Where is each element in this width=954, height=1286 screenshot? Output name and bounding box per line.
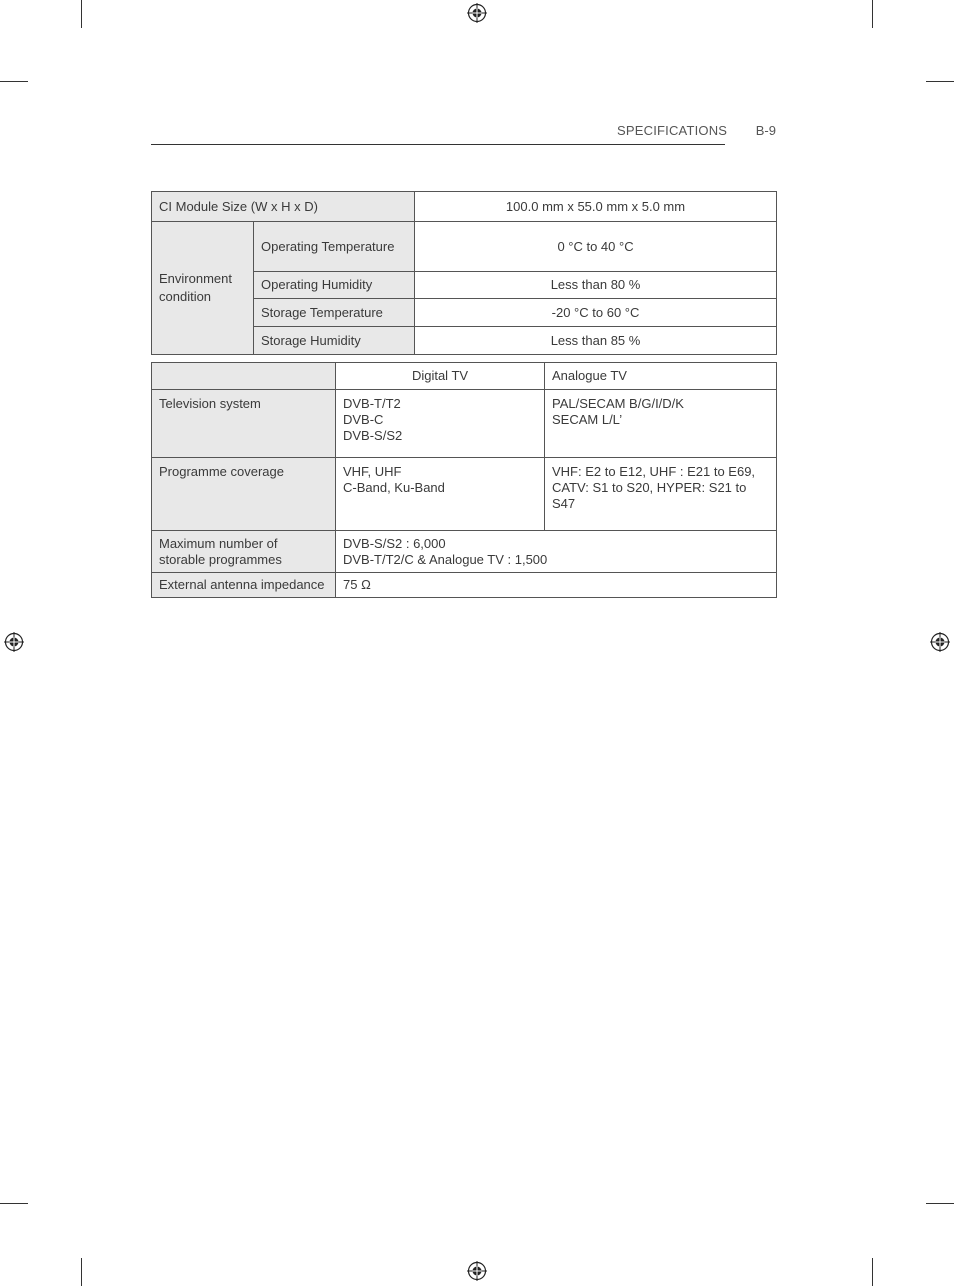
crop-mark: [81, 0, 82, 28]
environment-label: Environment condition: [152, 222, 254, 355]
coverage-analogue: VHF: E2 to E12, UHF : E21 to E69, CATV: S1 to S20, HYPER: S21 to S47: [545, 458, 777, 531]
ci-environment-table: [151, 191, 777, 355]
crop-mark: [926, 81, 954, 82]
table-row: [152, 363, 777, 390]
max-programmes-value: DVB-S/S2 : 6,000 DVB-T/T2/C & Analogue TV : 1,500: [336, 531, 777, 573]
storage-temperature-label: Storage Temperature: [254, 299, 415, 327]
table-row: [152, 390, 777, 458]
coverage-digital: VHF, UHF C-Band, Ku-Band: [336, 458, 545, 531]
registration-mark-icon: [467, 1261, 487, 1281]
tv-system-table: [151, 362, 777, 598]
storage-humidity-label: Storage Humidity: [254, 327, 415, 355]
table-row: [152, 531, 777, 573]
registration-mark-icon: [467, 3, 487, 23]
tv-system-label: Television system: [152, 390, 336, 458]
antenna-label: External antenna impedance: [152, 573, 336, 598]
antenna-value: 75 Ω: [336, 573, 777, 598]
storage-humidity-value: Less than 85 %: [415, 327, 777, 355]
ci-module-value: 100.0 mm x 55.0 mm x 5.0 mm: [415, 192, 777, 222]
operating-humidity-label: Operating Humidity: [254, 272, 415, 299]
crop-mark: [926, 1203, 954, 1204]
tv-system-digital: DVB-T/T2 DVB-C DVB-S/S2: [336, 390, 545, 458]
table-row: [152, 458, 777, 531]
operating-humidity-value: Less than 80 %: [415, 272, 777, 299]
header-rule: [151, 144, 725, 145]
operating-temperature-value: 0 °C to 40 °C: [415, 222, 777, 272]
table-row: [152, 222, 777, 272]
page-header: [151, 118, 776, 146]
ci-module-label: CI Module Size (W x H x D): [152, 192, 415, 222]
crop-mark: [872, 1258, 873, 1286]
header-digital-tv: Digital TV: [336, 363, 545, 390]
registration-mark-icon: [930, 632, 950, 652]
header-analogue-tv: Analogue TV: [545, 363, 777, 390]
registration-mark-icon: [4, 632, 24, 652]
table-row: [152, 573, 777, 598]
crop-mark: [0, 81, 28, 82]
section-title: SPECIFICATIONS: [617, 123, 728, 138]
crop-mark: [81, 1258, 82, 1286]
crop-mark: [872, 0, 873, 28]
header-blank: [152, 363, 336, 390]
page-number: B-9: [755, 123, 776, 138]
coverage-label: Programme coverage: [152, 458, 336, 531]
tv-system-analogue: PAL/SECAM B/G/I/D/K SECAM L/L’: [545, 390, 777, 458]
table-row: [152, 192, 777, 222]
max-programmes-label: Maximum number of storable programmes: [152, 531, 336, 573]
crop-mark: [0, 1203, 28, 1204]
storage-temperature-value: -20 °C to 60 °C: [415, 299, 777, 327]
operating-temperature-label: Operating Temperature: [254, 222, 415, 272]
